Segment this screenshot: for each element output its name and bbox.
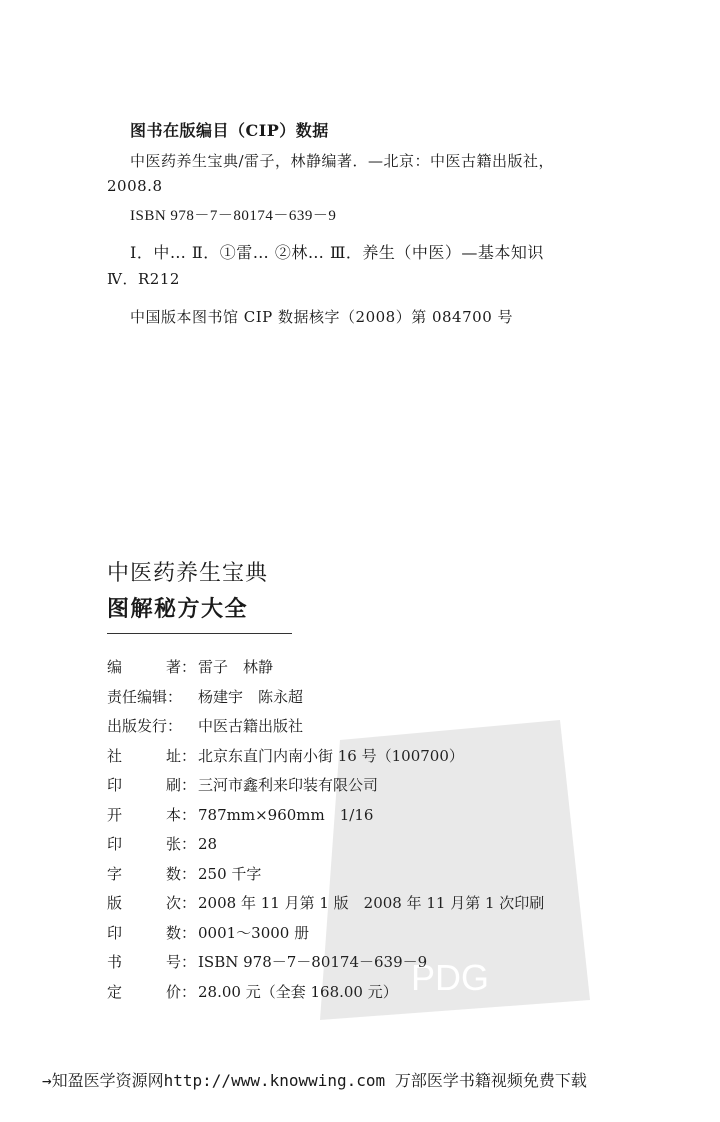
detail-label-part: 刷： [165,776,196,795]
detail-value: ISBN 978－7－80174－639－9 [198,953,428,972]
detail-label [107,745,196,766]
cip-classification-2: Ⅳ．R212 [107,270,180,288]
detail-label [107,656,196,677]
detail-row [107,682,544,712]
detail-label-part: 开 [107,805,123,824]
detail-row [107,770,544,800]
detail-value: 三河市鑫利来印装有限公司 [198,776,379,795]
detail-label-part: 张： [165,835,196,854]
detail-value: 北京东直门内南小街 16 号（100700） [198,746,464,765]
detail-value: 雷子 林静 [198,658,274,677]
cip-line-2: 2008.8 [107,177,163,195]
book-title: 图解秘方大全 [107,596,249,622]
detail-label [107,833,196,854]
detail-value: 28.00 元（全套 168.00 元） [198,982,398,1001]
detail-label-part: 次： [165,894,196,913]
detail-label [107,892,196,913]
cip-classification: Ⅰ．中… Ⅱ．①雷… ②林… Ⅲ．养生（中医）—基本知识 [130,243,544,262]
detail-label-part: 出版发行： [107,717,183,736]
detail-value: 杨建宇 陈永超 [198,687,304,706]
detail-label [107,922,196,943]
detail-label [107,804,196,825]
detail-label-part: 著： [165,658,196,677]
detail-label-part: 号： [165,953,196,972]
detail-label [107,863,196,884]
detail-label [107,951,196,972]
detail-label [107,686,196,707]
detail-label-part: 书 [107,953,123,972]
detail-label-part: 印 [107,923,123,942]
series-title: 中医药养生宝典 [107,561,269,586]
detail-label [107,774,196,795]
detail-row [107,800,544,830]
cip-isbn: ISBN 978－7－80174－639－9 [130,208,337,224]
detail-row [107,741,544,771]
watermark-text: PDG [410,957,490,998]
title-divider [107,633,292,634]
detail-row [107,829,544,859]
detail-label-part: 责任编辑： [107,687,183,706]
detail-label-part: 印 [107,776,123,795]
detail-label-part: 址： [165,746,196,765]
publication-details [107,652,544,1006]
detail-label [107,981,196,1002]
detail-row [107,652,544,682]
detail-label-part: 印 [107,835,123,854]
detail-row [107,918,544,948]
cip-number: 中国版本图书馆 CIP 数据核字（2008）第 084700 号 [130,308,514,326]
detail-row [107,859,544,889]
detail-label-part: 社 [107,746,123,765]
cip-heading: 图书在版编目（CIP）数据 [130,121,329,140]
detail-label-part: 字 [107,864,123,883]
detail-label [107,715,196,736]
detail-value: 2008 年 11 月第 1 版 2008 年 11 月第 1 次印刷 [198,894,545,913]
detail-value: 0001～3000 册 [198,923,310,942]
detail-row [107,888,544,918]
detail-row [107,947,544,977]
cip-line-1: 中医药养生宝典/雷子，林静编著．—北京：中医古籍出版社， [130,152,555,170]
detail-row [107,711,544,741]
footer-link-text[interactable]: →知盈医学资源网http://www.knowwing.com 万部医学书籍视频免费下载 [42,1071,587,1090]
detail-label-part: 价： [165,982,196,1001]
detail-value: 250 千字 [198,864,262,883]
detail-label-part: 版 [107,894,123,913]
detail-label-part: 定 [107,982,123,1001]
detail-value: 28 [198,834,218,853]
detail-value: 中医古籍出版社 [198,717,304,736]
detail-label-part: 本： [165,805,196,824]
detail-value: 787mm×960mm 1/16 [198,805,374,824]
detail-label-part: 数： [165,864,196,883]
detail-label-part: 数： [165,923,196,942]
detail-row [107,977,544,1007]
detail-label-part: 编 [107,658,123,677]
